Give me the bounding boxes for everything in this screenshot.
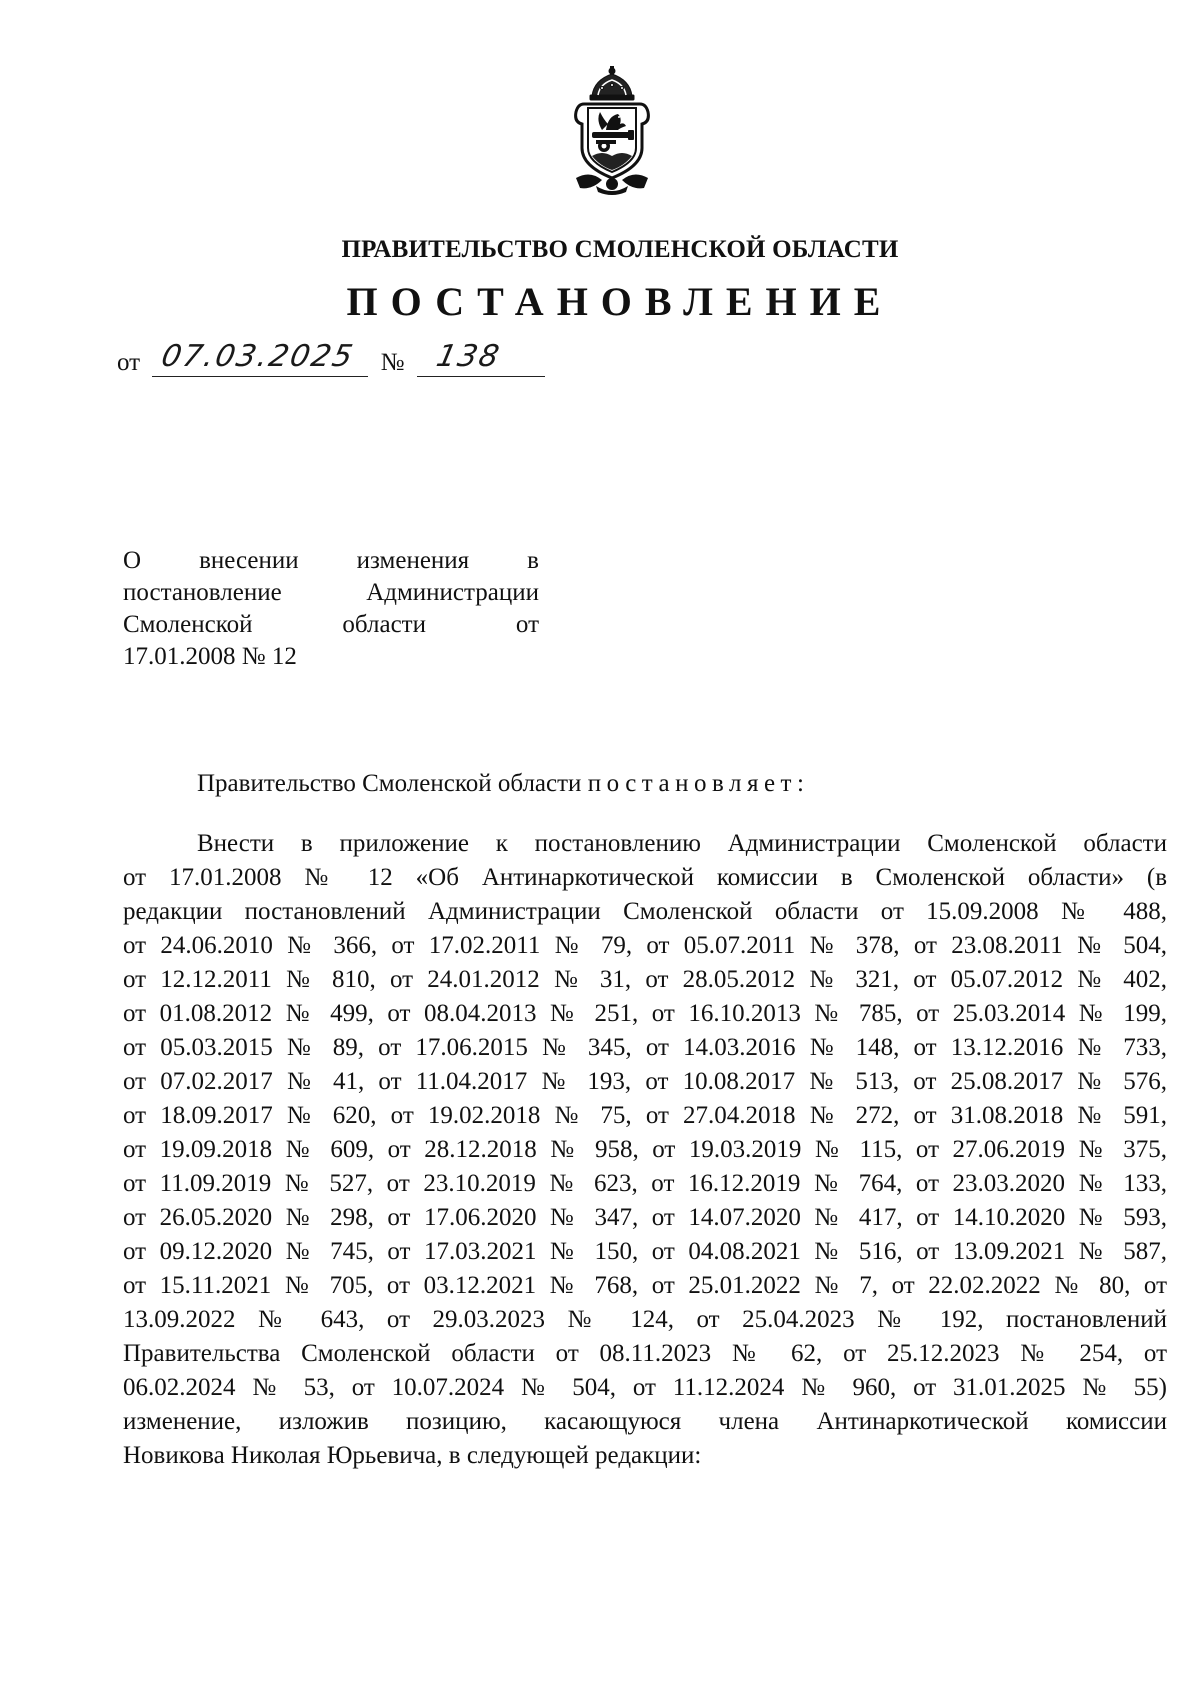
body-line: от 07.02.2017 № 41, от 11.04.2017 № 193, от 10.08.2017 № 513, от 25.08.2017 № 576,	[123, 1068, 1167, 1095]
body-line: Правительства Смоленской области от 08.11.2023 № 62, от 25.12.2023 № 254, от	[123, 1340, 1167, 1367]
body-line: от 26.05.2020 № 298, от 17.06.2020 № 347, от 14.07.2020 № 417, от 14.10.2020 № 593,	[123, 1204, 1167, 1231]
body-line: от 09.12.2020 № 745, от 17.03.2021 № 150, от 04.08.2021 № 516, от 13.09.2021 № 587,	[123, 1238, 1167, 1265]
body-line: Новикова Николая Юрьевича, в следующей редакции:	[123, 1442, 702, 1469]
body-line: от 17.01.2008 № 12 «Об Антинаркотической комиссии в Смоленской области» (в	[123, 864, 1167, 891]
subject-line: О внесении изменения в	[123, 547, 539, 574]
body-line: изменение, изложив позицию, касающуюся члена Антинаркотической комиссии	[123, 1408, 1167, 1435]
handwritten-date: 07.03.2025	[158, 339, 358, 374]
body-line: редакции постановлений Администрации Смоленской области от 15.09.2008 № 488,	[123, 898, 1167, 925]
registration-line	[117, 339, 545, 377]
body-paragraph	[123, 827, 1167, 1473]
body-line: от 12.12.2011 № 810, от 24.01.2012 № 31, от 28.05.2012 № 321, от 05.07.2012 № 402,	[123, 966, 1167, 993]
subject-line: 17.01.2008 № 12	[123, 643, 297, 670]
body-line: 06.02.2024 № 53, от 10.07.2024 № 504, от 11.12.2024 № 960, от 31.01.2025 № 55)	[123, 1374, 1167, 1401]
body-line: от 15.11.2021 № 705, от 03.12.2021 № 768, от 25.01.2022 № 7, от 22.02.2022 № 80, от	[123, 1272, 1167, 1299]
number-field	[417, 339, 545, 377]
subject-line: Смоленской области от	[123, 611, 539, 638]
decree-formula	[197, 770, 809, 798]
body-line: 13.09.2022 № 643, от 29.03.2023 № 124, от 25.04.2023 № 192, постановлений	[123, 1306, 1167, 1333]
body-line: от 19.09.2018 № 609, от 28.12.2018 № 958, от 19.03.2019 № 115, от 27.06.2019 № 375,	[123, 1136, 1167, 1163]
body-line: от 01.08.2012 № 499, от 08.04.2013 № 251, от 16.10.2013 № 785, от 25.03.2014 № 199,	[123, 1000, 1167, 1027]
government-name: ПРАВИТЕЛЬСТВО СМОЛЕНСКОЙ ОБЛАСТИ	[341, 236, 899, 263]
body-line: Внести в приложение к постановлению Администрации Смоленской области	[197, 830, 1167, 857]
decree-verb: постановляет:	[587, 770, 810, 797]
body-line: от 05.03.2015 № 89, от 17.06.2015 № 345, от 14.03.2016 № 148, от 13.12.2016 № 733,	[123, 1034, 1167, 1061]
decree-lead: Правительство Смоленской области	[197, 770, 588, 797]
handwritten-number: 138	[432, 339, 504, 374]
document-type-title: ПОСТАНОВЛЕНИЕ	[346, 279, 894, 324]
smolensk-coat-of-arms-icon	[562, 66, 662, 196]
date-field	[152, 339, 368, 377]
document-subject	[123, 545, 539, 673]
number-label: №	[380, 349, 405, 376]
body-line: от 24.06.2010 № 366, от 17.02.2011 № 79, от 05.07.2011 № 378, от 23.08.2011 № 504,	[123, 932, 1167, 959]
body-line: от 18.09.2017 № 620, от 19.02.2018 № 75, от 27.04.2018 № 272, от 31.08.2018 № 591,	[123, 1102, 1167, 1129]
date-prefix: от	[117, 349, 141, 376]
subject-line: постановление Администрации	[123, 579, 539, 606]
body-line: от 11.09.2019 № 527, от 23.10.2019 № 623, от 16.12.2019 № 764, от 23.03.2020 № 133,	[123, 1170, 1167, 1197]
